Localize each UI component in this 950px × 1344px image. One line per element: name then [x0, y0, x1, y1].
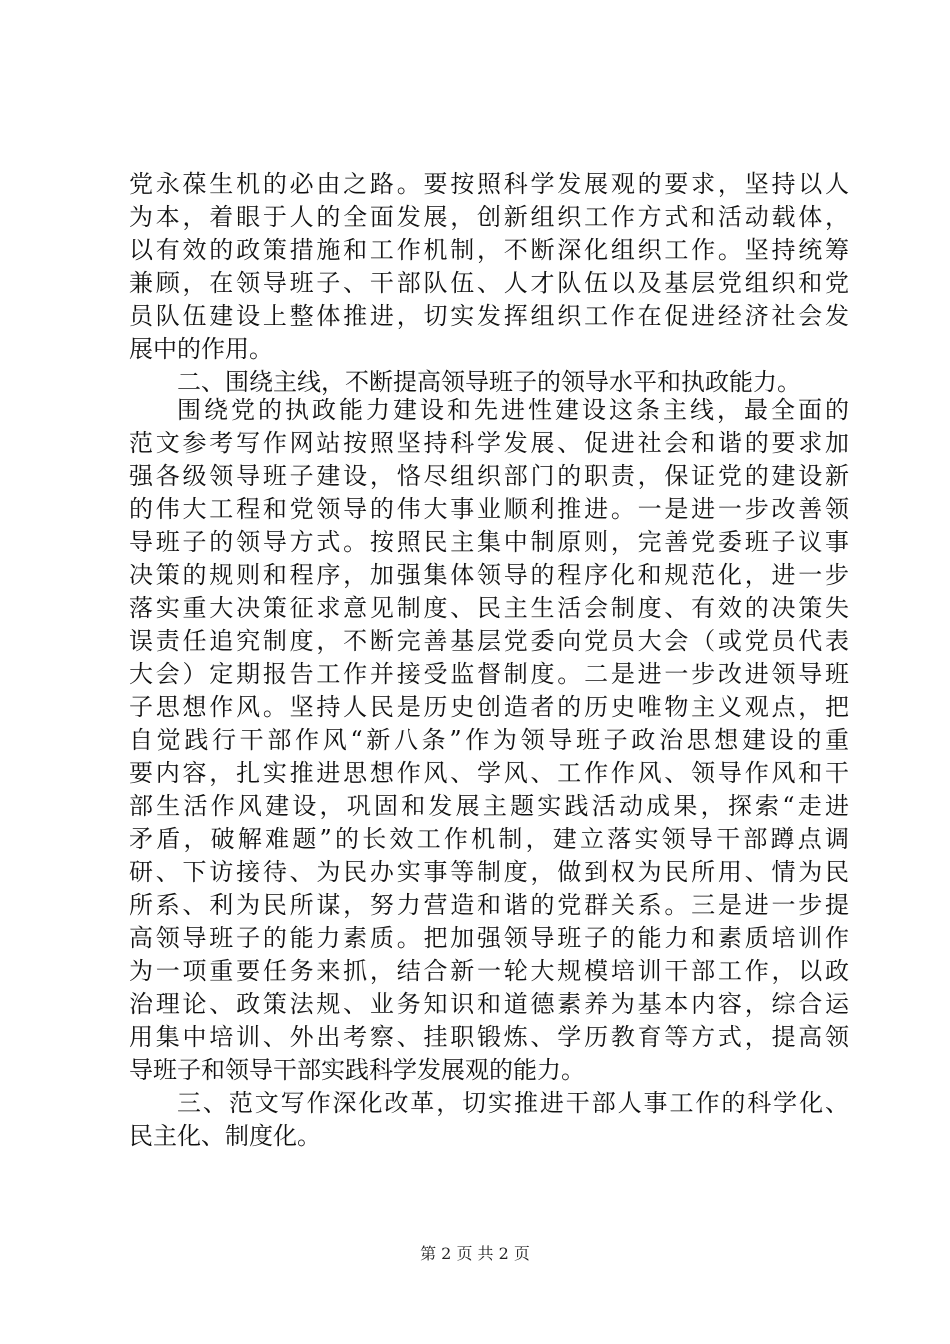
- paragraph-line: 大会）定期报告工作并接受监督制度。二是进一步改进领导班: [129, 660, 849, 688]
- paragraph-line: 部生活作风建设，巩固和发展主题实践活动成果，探索“走进: [129, 792, 849, 820]
- paragraph-line: 的伟大工程和党领导的伟大事业顺利推进。一是进一步改善领: [129, 495, 849, 523]
- paragraph-line: 要内容，扎实推进思想作风、学风、工作作风、领导作风和干: [129, 759, 849, 787]
- paragraph-line: 员队伍建设上整体推进，切实发挥组织工作在促进经济社会发: [129, 302, 849, 330]
- paragraph-line: 决策的规则和程序，加强集体领导的程序化和规范化，进一步: [129, 561, 849, 589]
- paragraph-line: 强各级领导班子建设，恪尽组织部门的职责，保证党的建设新: [129, 462, 849, 490]
- paragraph-line: 自觉践行干部作风“新八条”作为领导班子政治思想建设的重: [129, 726, 849, 754]
- paragraph-line: 研、下访接待、为民办实事等制度，做到权为民所用、情为民: [129, 858, 849, 886]
- page-number-footer: 第 2 页 共 2 页: [420, 1244, 530, 1263]
- section-heading: 二、围绕主线，不断提高领导班子的领导水平和执政能力。: [177, 368, 801, 396]
- paragraph-line: 治理论、政策法规、业务知识和道德素养为基本内容，综合运: [129, 990, 849, 1018]
- text-block-continuation: [129, 168, 849, 399]
- paragraph-line: 围绕党的执政能力建设和先进性建设这条主线，最全面的: [177, 396, 849, 424]
- section-heading: 三、范文写作深化改革，切实推进干部人事工作的科学化、: [177, 1089, 849, 1117]
- paragraph-line: 误责任追究制度，不断完善基层党委向党员大会（或党员代表: [129, 627, 849, 655]
- paragraph-line: 党永葆生机的必由之路。要按照科学发展观的要求，坚持以人: [129, 170, 849, 198]
- paragraph-line: 落实重大决策征求意见制度、民主生活会制度、有效的决策失: [129, 594, 849, 622]
- paragraph-line: 高领导班子的能力素质。把加强领导班子的能力和素质培训作: [129, 924, 849, 952]
- text-block-main: [129, 394, 849, 1153]
- paragraph-line: 为一项重要任务来抓，结合新一轮大规模培训干部工作，以政: [129, 957, 849, 985]
- paragraph-line: 子思想作风。坚持人民是历史创造者的历史唯物主义观点，把: [129, 693, 849, 721]
- paragraph-line: 矛盾，破解难题”的长效工作机制，建立落实领导干部蹲点调: [129, 825, 849, 853]
- section-heading-continuation: 民主化、制度化。: [129, 1122, 321, 1150]
- paragraph-line: 范文参考写作网站按照坚持科学发展、促进社会和谐的要求加: [129, 429, 849, 457]
- paragraph-line: 导班子的领导方式。按照民主集中制原则，完善党委班子议事: [129, 528, 849, 556]
- paragraph-line: 为本，着眼于人的全面发展，创新组织工作方式和活动载体，: [129, 203, 849, 231]
- paragraph-line: 导班子和领导干部实践科学发展观的能力。: [129, 1056, 585, 1084]
- paragraph-line: 展中的作用。: [129, 335, 273, 363]
- paragraph-line: 以有效的政策措施和工作机制，不断深化组织工作。坚持统筹: [129, 236, 849, 264]
- paragraph-line: 所系、利为民所谋，努力营造和谐的党群关系。三是进一步提: [129, 891, 849, 919]
- paragraph-line: 用集中培训、外出考察、挂职锻炼、学历教育等方式，提高领: [129, 1023, 849, 1051]
- paragraph-line: 兼顾，在领导班子、干部队伍、人才队伍以及基层党组织和党: [129, 269, 849, 297]
